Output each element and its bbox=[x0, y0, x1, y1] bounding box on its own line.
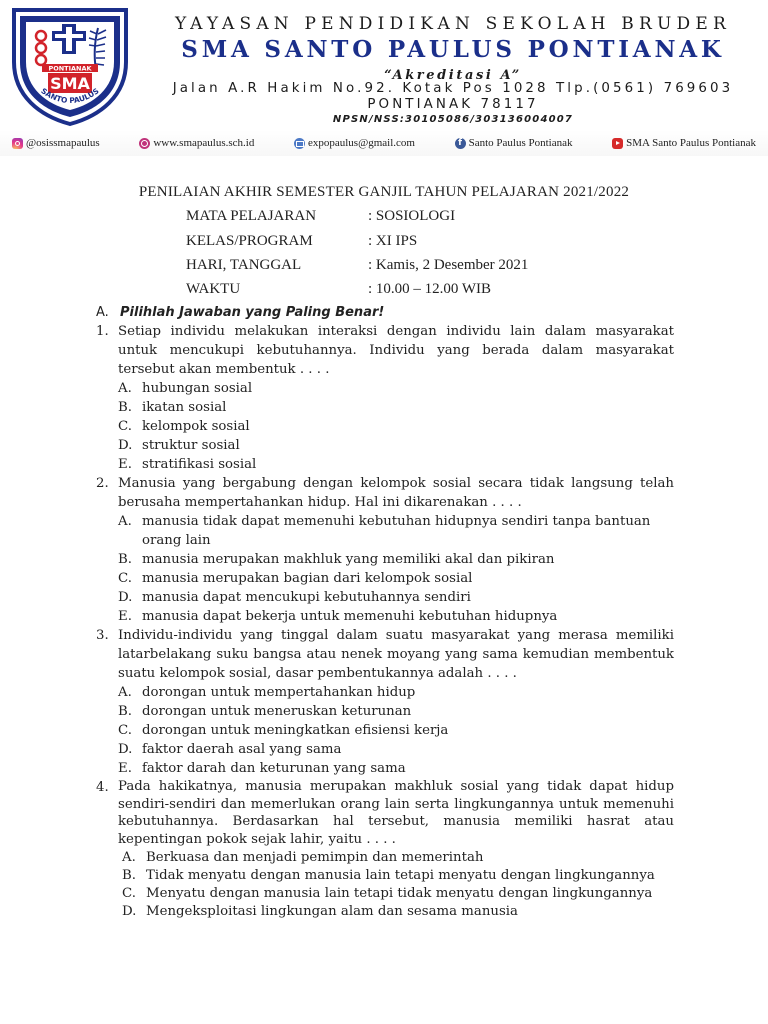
accreditation: “Akreditasi A” bbox=[384, 68, 522, 83]
info-label: KELAS/PROGRAM bbox=[186, 233, 313, 249]
school-logo bbox=[8, 4, 132, 128]
info-value: : Kamis, 2 Desember 2021 bbox=[368, 257, 529, 273]
school-name: SMA SANTO PAULUS PONTIANAK bbox=[181, 36, 725, 63]
option-text: manusia dapat bekerja untuk memenuhi kebutuhan hidupnya bbox=[142, 609, 558, 624]
option-letter: C. bbox=[118, 571, 132, 586]
contact-facebook[interactable] bbox=[455, 137, 573, 149]
contact-website[interactable] bbox=[139, 137, 254, 149]
logo-text-middle: SMA bbox=[50, 74, 90, 93]
email-icon bbox=[294, 138, 305, 149]
option-text: hubungan sosial bbox=[142, 381, 253, 396]
section-title: Pilihlah Jawaban yang Paling Benar! bbox=[120, 305, 385, 320]
school-city: PONTIANAK 78117 bbox=[367, 97, 539, 112]
option-letter: B. bbox=[118, 400, 132, 415]
option-letter: D. bbox=[118, 590, 133, 605]
option-letter: E. bbox=[118, 761, 132, 776]
option-text: Mengeksploitasi lingkungan alam dan sesama manusia bbox=[146, 904, 518, 919]
option-letter: B. bbox=[118, 704, 132, 719]
option-text: stratifikasi sosial bbox=[142, 457, 257, 472]
option-text: struktur sosial bbox=[142, 438, 240, 453]
option-letter: A. bbox=[118, 381, 132, 396]
option-letter: A. bbox=[122, 850, 136, 865]
option-letter: C. bbox=[122, 886, 136, 901]
option-letter: D. bbox=[122, 904, 137, 919]
question-text: Manusia yang bergabung dengan kelompok sosial secara tidak langsung telah berusaha mempertahankan hidup. Hal ini dikarenakan . . . . bbox=[118, 476, 674, 510]
option-letter: C. bbox=[118, 723, 132, 738]
option-text: manusia merupakan makhluk yang memiliki akal dan pikiran bbox=[142, 552, 555, 567]
option-letter: A. bbox=[118, 514, 132, 529]
contact-email-text: expopaulus@gmail.com bbox=[307, 137, 415, 149]
option-letter: E. bbox=[118, 457, 132, 472]
contact-facebook-text: Santo Paulus Pontianak bbox=[468, 137, 573, 149]
section-letter: A. bbox=[96, 305, 109, 320]
contact-email[interactable] bbox=[294, 137, 415, 149]
logo-text-top: PONTIANAK bbox=[48, 64, 92, 73]
contact-website-text: www.smapaulus.sch.id bbox=[153, 137, 255, 149]
option-text: manusia merupakan bagian dari kelompok sosial bbox=[142, 571, 473, 586]
option-text: faktor darah dan keturunan yang sama bbox=[142, 761, 406, 776]
option-text: kelompok sosial bbox=[142, 419, 250, 434]
option-letter: A. bbox=[118, 685, 132, 700]
contact-bar bbox=[0, 130, 768, 156]
youtube-icon bbox=[612, 138, 623, 149]
option-text: faktor daerah asal yang sama bbox=[142, 742, 342, 757]
option-letter: C. bbox=[118, 419, 132, 434]
info-value: : XI IPS bbox=[368, 233, 418, 249]
info-value: : 10.00 – 12.00 WIB bbox=[368, 281, 492, 297]
school-npsn: NPSN/NSS:30105086/303136004007 bbox=[332, 114, 574, 125]
option-text: manusia tidak dapat memenuhi kebutuhan hidupnya sendiri tanpa bantuan orang lain bbox=[142, 514, 651, 548]
option-letter: E. bbox=[118, 609, 132, 624]
option-text: Berkuasa dan menjadi pemimpin dan memerintah bbox=[146, 850, 484, 865]
info-label: WAKTU bbox=[186, 281, 241, 297]
option-letter: D. bbox=[118, 742, 133, 757]
instagram-icon bbox=[12, 138, 23, 149]
question-text: Setiap individu melakukan interaksi dengan individu lain dalam masyarakat untuk mencukupi kebutuhannya. Individu yang berada dalam masyarakat tersebut akan membentuk . . . . bbox=[118, 324, 674, 377]
option-text: dorongan untuk mempertahankan hidup bbox=[142, 685, 416, 700]
question-text: Individu-individu yang tinggal dalam suatu masyarakat yang merasa memiliki latarbelakang suku bangsa atau nenek moyang yang sama kemudian membentuk suatu kelompok sosial, dasar pembentukannya adalah . . . . bbox=[118, 628, 674, 681]
option-text: manusia dapat mencukupi kebutuhannya sendiri bbox=[142, 590, 471, 605]
contact-youtube-text: SMA Santo Paulus Pontianak bbox=[626, 137, 756, 149]
question-text: Pada hakikatnya, manusia merupakan makhluk sosial yang tidak dapat hidup sendiri-sendiri dan memerlukan orang lain serta lingkungannya untuk memenuhi kebutuhannya. Berdasarkan hal tersebut, manusia memiliki hasrat atau kepentingan pokok sejak lahir, yaitu . . . . bbox=[118, 779, 674, 847]
logo-text-bottom: SANTO PAULUS bbox=[39, 86, 101, 106]
question-number: 3. bbox=[96, 628, 109, 643]
exam-title: PENILAIAN AKHIR SEMESTER GANJIL TAHUN PELAJARAN 2021/2022 bbox=[138, 184, 630, 200]
question-number: 1. bbox=[96, 324, 109, 339]
question-number: 4. bbox=[96, 780, 109, 795]
option-letter: B. bbox=[122, 868, 136, 883]
info-label: HARI, TANGGAL bbox=[186, 257, 302, 273]
info-label: MATA PELAJARAN bbox=[186, 208, 317, 224]
facebook-icon: f bbox=[455, 138, 466, 149]
option-letter: B. bbox=[118, 552, 132, 567]
option-text: ikatan sosial bbox=[142, 400, 227, 415]
foundation-name: YAYASAN PENDIDIKAN SEKOLAH BRUDER bbox=[175, 14, 731, 34]
option-text: Menyatu dengan manusia lain tetapi tidak menyatu dengan lingkungannya bbox=[146, 886, 653, 901]
option-text: dorongan untuk meneruskan keturunan bbox=[142, 704, 412, 719]
option-text: Tidak menyatu dengan manusia lain tetapi menyatu dengan lingkungannya bbox=[146, 868, 655, 883]
web-icon bbox=[139, 138, 150, 149]
contact-instagram-text: @osissmapaulus bbox=[26, 137, 100, 149]
contact-instagram[interactable] bbox=[12, 137, 100, 149]
school-address: Jalan A.R Hakim No.92. Kotak Pos 1028 Tlp.(0561) 769603 bbox=[172, 81, 734, 96]
option-letter: D. bbox=[118, 438, 133, 453]
question-number: 2. bbox=[96, 476, 109, 491]
option-text: dorongan untuk meningkatkan efisiensi kerja bbox=[142, 723, 449, 738]
info-value: : SOSIOLOGI bbox=[368, 208, 456, 224]
contact-youtube[interactable] bbox=[612, 137, 756, 149]
